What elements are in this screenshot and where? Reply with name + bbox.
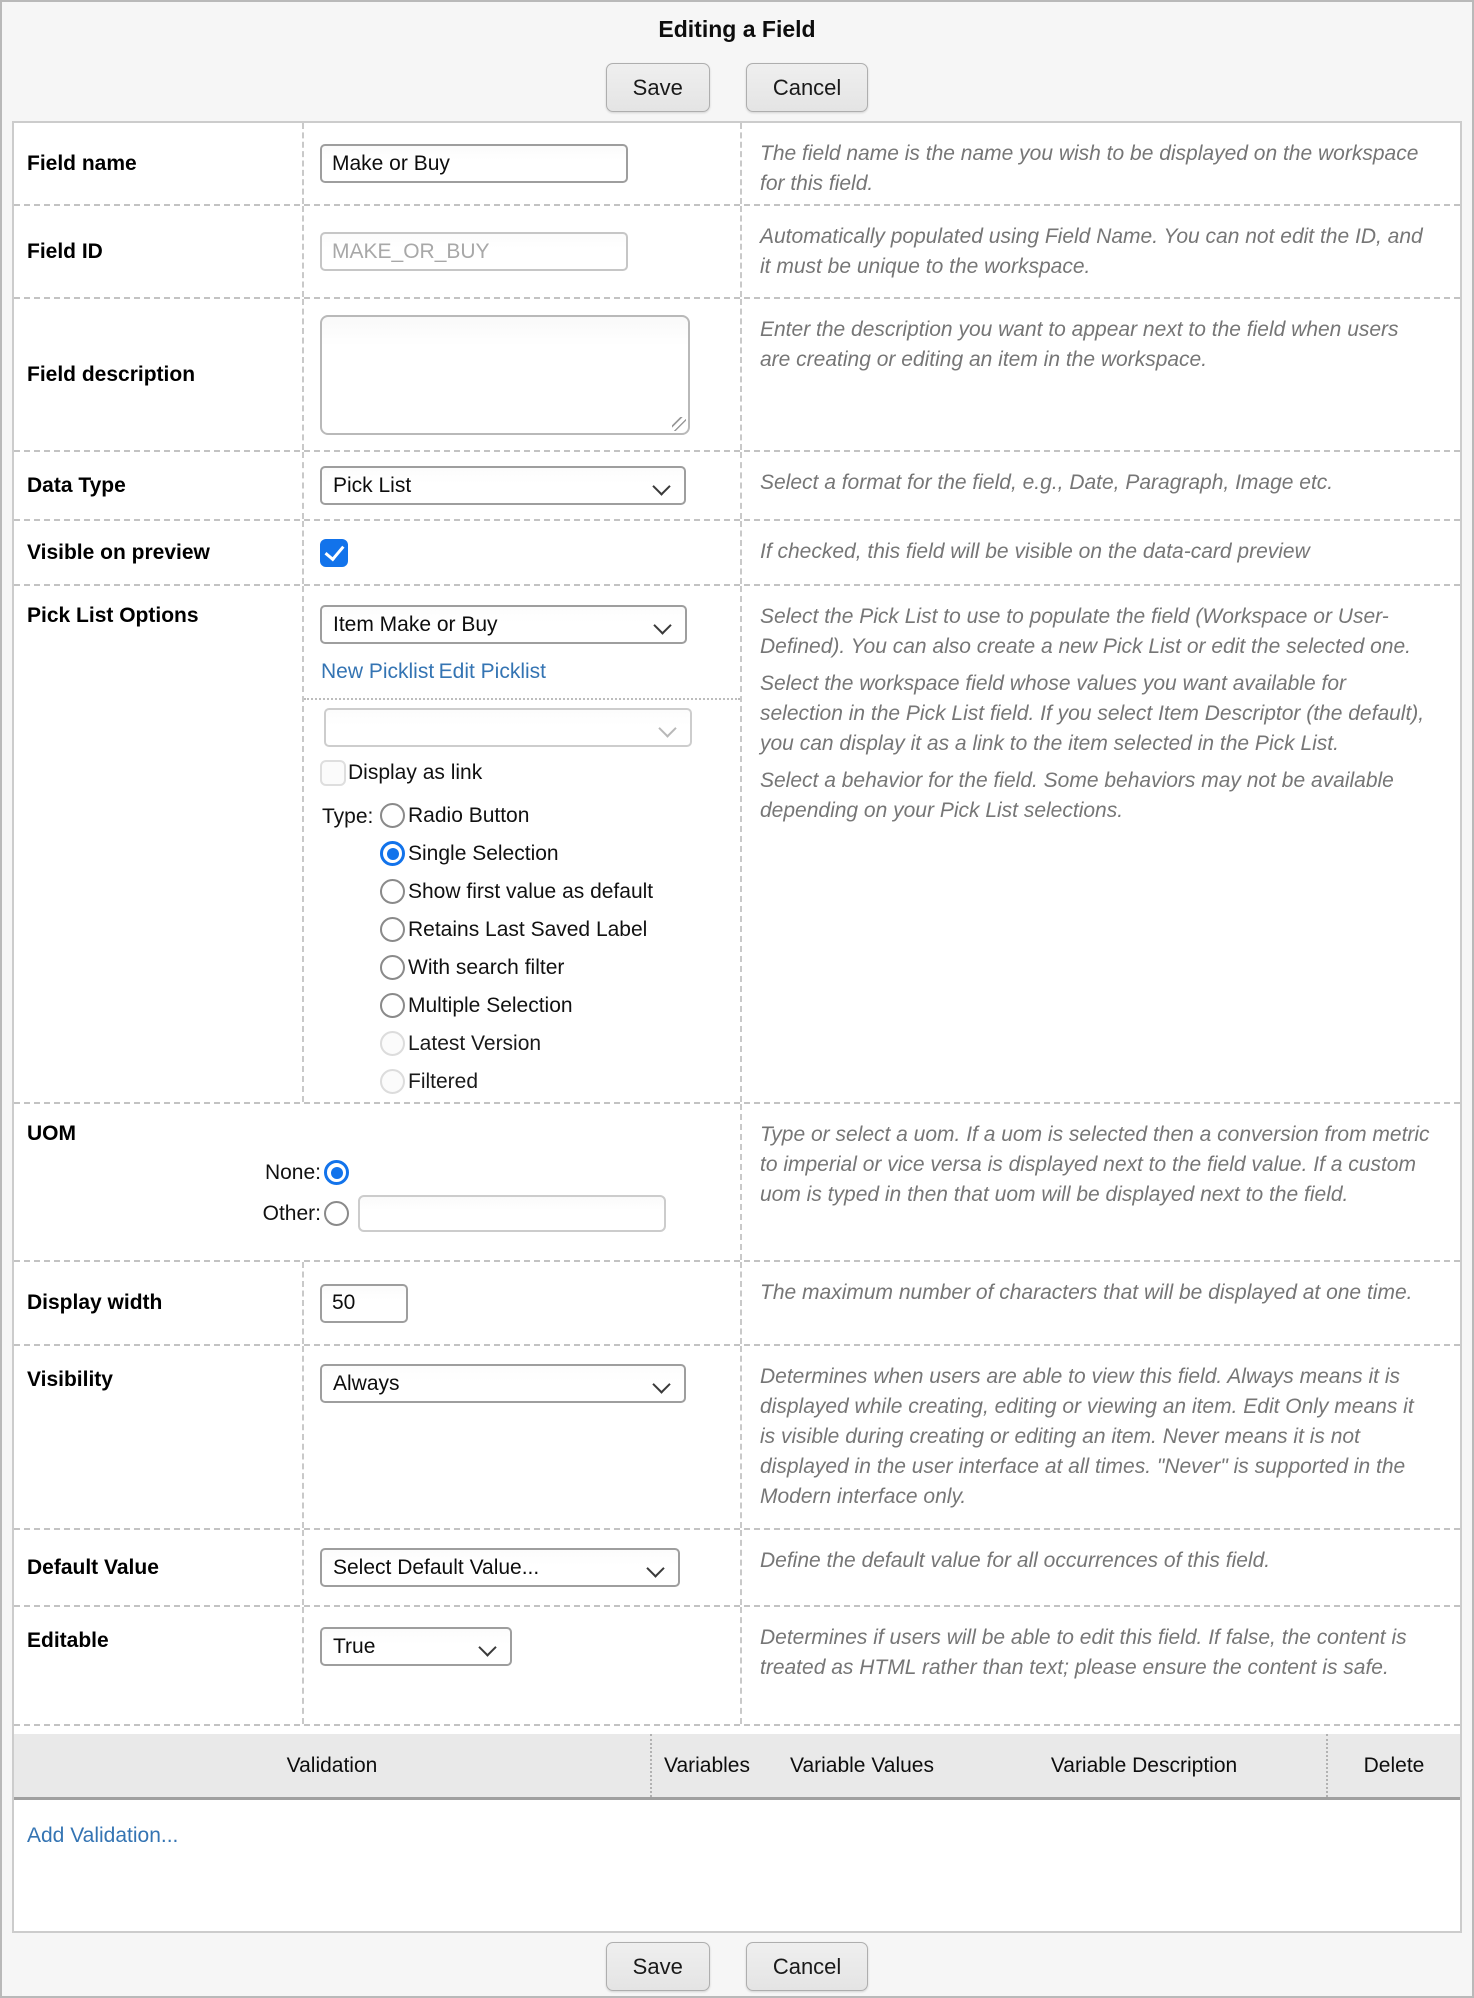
type-option-multiple-selection[interactable]: Multiple Selection (380, 993, 653, 1018)
field-id-label: Field ID (27, 239, 103, 263)
default-value-row (14, 1530, 1460, 1607)
pick-list-options-label: Pick List Options (27, 604, 199, 627)
field-name-label: Field name (27, 151, 137, 175)
editable-label: Editable (27, 1629, 109, 1652)
textarea-resize-handle[interactable] (672, 417, 686, 431)
data-type-label: Data Type (27, 473, 126, 497)
field-description-description: Enter the description you want to appear next to the field when users are creating or editing an item in the workspace. (760, 318, 1399, 371)
type-radio-list (380, 803, 653, 1107)
top-bar (2, 2, 1472, 112)
editable-row (14, 1607, 1460, 1726)
uom-other-input[interactable] (358, 1195, 666, 1232)
field-description-row (14, 299, 1460, 452)
radio-icon-disabled (380, 1069, 405, 1094)
variable-description-column-header: Variable Description (1050, 1753, 1238, 1777)
editable-select[interactable] (320, 1627, 512, 1666)
form-panel (12, 121, 1462, 1933)
display-width-label: Display width (27, 1291, 163, 1314)
data-type-row (14, 452, 1460, 521)
add-validation-link[interactable]: Add Validation... (27, 1824, 179, 1847)
visibility-select[interactable] (320, 1364, 686, 1403)
type-option-retains-last-saved[interactable]: Retains Last Saved Label (380, 917, 653, 942)
visible-on-preview-label: Visible on preview (27, 540, 210, 564)
picklist-select-value: Item Make or Buy (333, 612, 498, 636)
default-value-description: Define the default value for all occurrences of this field. (760, 1549, 1271, 1572)
visibility-select-value: Always (333, 1371, 400, 1395)
type-option-latest-version: Latest Version (380, 1031, 653, 1056)
display-as-link-checkbox[interactable] (320, 760, 346, 786)
default-value-label: Default Value (27, 1555, 159, 1579)
bottom-button-row (2, 1942, 1472, 1991)
picklist-select[interactable] (320, 605, 687, 644)
type-option-filtered: Filtered (380, 1069, 653, 1094)
visible-on-preview-row (14, 521, 1460, 586)
type-option-show-first-value[interactable]: Show first value as default (380, 879, 653, 904)
visibility-label: Visibility (27, 1368, 113, 1391)
validation-column-header: Validation (286, 1753, 378, 1777)
picklist-separator (304, 698, 740, 700)
uom-other-radio[interactable] (324, 1201, 349, 1226)
data-type-select[interactable] (320, 466, 686, 505)
field-id-input (320, 232, 628, 271)
display-as-link-label: Display as link (348, 761, 483, 784)
radio-icon[interactable] (380, 955, 405, 980)
data-type-select-value: Pick List (333, 473, 412, 497)
save-button-bottom[interactable]: Save (606, 1942, 710, 1991)
field-description-textarea[interactable] (320, 315, 690, 435)
type-option-radio-button[interactable]: Radio Button (380, 803, 653, 828)
field-id-row (14, 206, 1460, 299)
display-width-row (14, 1262, 1460, 1346)
delete-column-header: Delete (1326, 1734, 1460, 1797)
display-width-description: The maximum number of characters that will be displayed at one time. (760, 1281, 1413, 1304)
radio-icon-selected[interactable] (380, 841, 405, 866)
visibility-row (14, 1346, 1460, 1530)
field-name-row (14, 123, 1460, 206)
validation-table-header (14, 1734, 1460, 1800)
uom-none-label: None: (264, 1160, 321, 1184)
data-type-description: Select a format for the field, e.g., Date, Paragraph, Image etc. (760, 471, 1334, 494)
radio-icon[interactable] (380, 803, 405, 828)
visible-on-preview-checkbox[interactable] (320, 539, 348, 567)
uom-other-label: Other: (262, 1201, 321, 1225)
field-id-description: Automatically populated using Field Name. You can not edit the ID, and it must be unique to the workspace. (760, 225, 1423, 278)
edit-picklist-link[interactable]: Edit Picklist (438, 660, 546, 683)
pick-list-options-row (14, 586, 1460, 1104)
editable-select-value: True (333, 1634, 376, 1658)
cancel-button-top[interactable]: Cancel (746, 63, 868, 112)
default-value-select[interactable] (320, 1548, 680, 1587)
display-width-input[interactable] (320, 1284, 408, 1323)
field-description-label: Field description (27, 362, 196, 386)
pick-list-options-description: Select the Pick List to use to populate the field (Workspace or User-Defined). You can also create a new Pick List or edit the selected one. Select the workspace field whose values you want available for selection in the Pick List field. If you select Item Descriptor (the default), you can display it as a link to the item selected in the Pick List. Select a behavior for the field. Some behaviors may not be available depending on your Pick List selections. (760, 605, 1425, 822)
visible-on-preview-description: If checked, this field will be visible on the data-card preview (760, 540, 1310, 563)
field-name-input[interactable] (320, 144, 628, 183)
new-picklist-link[interactable]: New Picklist (321, 660, 435, 683)
field-name-description: The field name is the name you wish to be displayed on the workspace for this field. (760, 142, 1419, 195)
radio-icon-disabled (380, 1031, 405, 1056)
radio-icon[interactable] (380, 917, 405, 942)
save-button-top[interactable]: Save (606, 63, 710, 112)
variables-column-header: Variables (650, 1734, 762, 1797)
workspace-field-select[interactable] (324, 708, 692, 747)
radio-icon[interactable] (380, 993, 405, 1018)
radio-icon[interactable] (380, 879, 405, 904)
page-title: Editing a Field (658, 16, 816, 42)
visibility-description: Determines when users are able to view this field. Always means it is displayed while creating, editing or viewing an item. Edit Only means it is visible during creating or editing an item. Never means it is not displayed in the user interface at all times. "Never" is supported in the Modern interface only. (760, 1365, 1414, 1508)
top-button-row (2, 63, 1472, 112)
uom-description: Type or select a uom. If a uom is selected then a conversion from metric to imperial or vice versa is displayed next to the field value. If a custom uom is typed in then that uom will be displayed next to the field. (760, 1123, 1430, 1206)
cancel-button-bottom[interactable]: Cancel (746, 1942, 868, 1991)
uom-row (14, 1104, 1460, 1262)
type-option-with-search-filter[interactable]: With search filter (380, 955, 653, 980)
uom-label: UOM (27, 1122, 76, 1145)
editable-description: Determines if users will be able to edit this field. If false, the content is treated as HTML rather than text; please ensure the content is safe. (760, 1626, 1407, 1679)
uom-none-radio[interactable] (324, 1160, 349, 1185)
variable-values-column-header: Variable Values (790, 1753, 934, 1777)
type-label: Type: (322, 805, 374, 828)
default-value-select-value: Select Default Value... (333, 1555, 540, 1579)
type-option-single-selection[interactable]: Single Selection (380, 841, 653, 866)
